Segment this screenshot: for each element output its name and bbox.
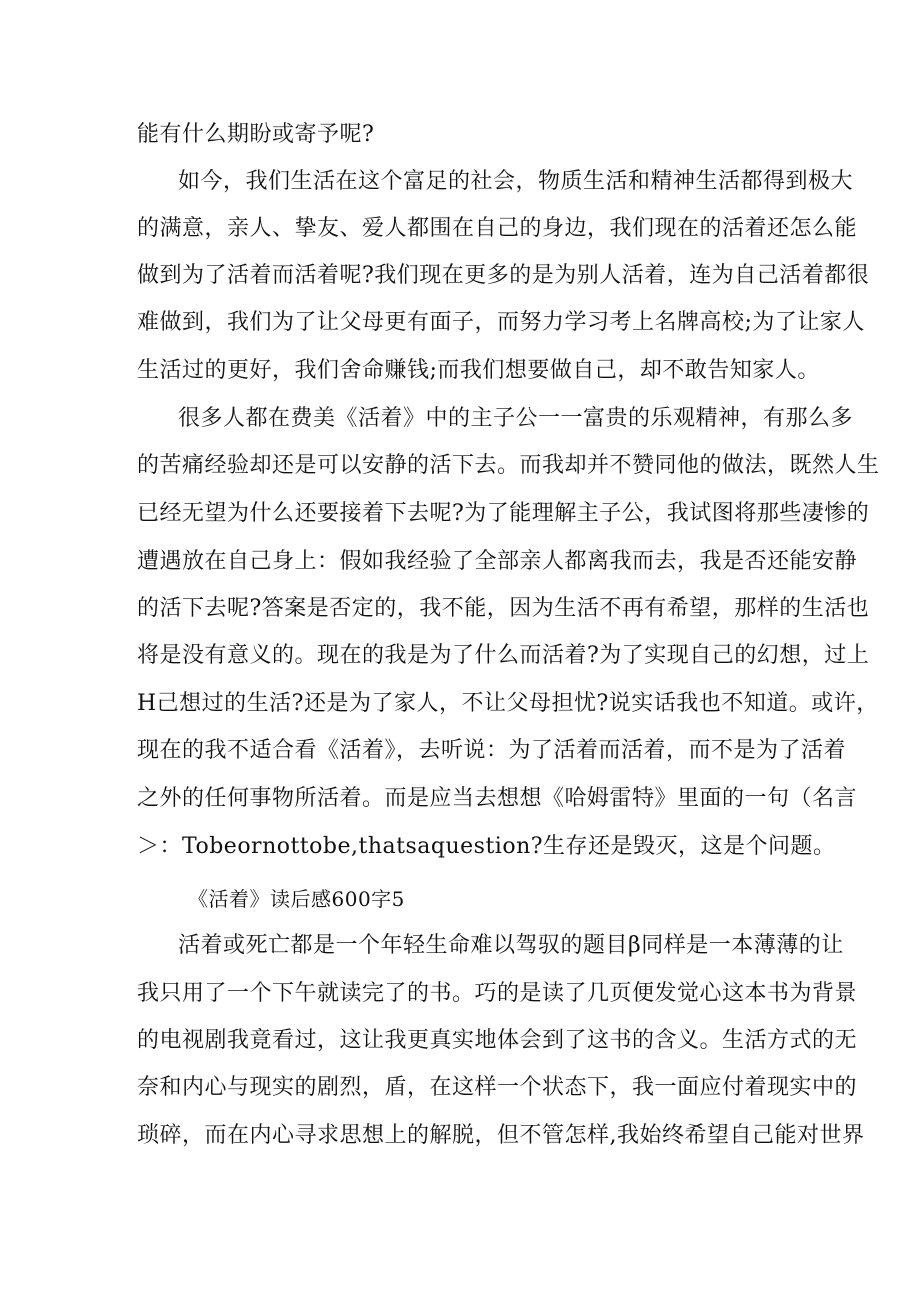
text-line-18: 活着或死亡都是一个年轻生命难以驾驭的题目β同样是一本薄薄的让 [178,933,844,958]
text-line-11: 的活下去呢?答案是否定的，我不能，因为生活不再有希望，那样的生活也 [137,596,870,621]
text-line-16: ＞：Tobeornottobe,thatsaquestion?生存还是毁灭，这是个问题。 [137,834,836,859]
text-line-19: 我只用了一个下午就读完了的书。巧的是读了几页便发觉心这本书为背景 [137,981,858,1006]
text-line-15: 之外的任何事物所活着。而是应当去想想《哈姆雷特》里面的一句（名言 [137,786,858,811]
text-line-2: 如今，我们生活在这个富足的社会，物质生活和精神生活都得到极大 [178,169,854,194]
text-line-14: 现在的我不适合看《活着》，去听说：为了活着而活着，而不是为了活着 [137,738,847,763]
text-line-9: 已经无望为什么还要接着下去呢?为了能理解主子公，我试图将那些凄惨的 [137,501,870,526]
text-line-3: 的满意，亲人、挚友、爱人都围在自己的身边，我们现在的活着还怎么能 [137,216,858,241]
text-line-7: 很多人都在费美《活着》中的主子公一一富贵的乐观精神，有那么多 [178,406,854,431]
text-line-22: 琐碎，而在内心寻求思想上的解脱，但不管怎样,我始终希望自己能对世界 [137,1123,865,1148]
text-line-5: 难做到，我们为了让父母更有面子，而努力学习考上名牌高校;为了让家人 [137,310,865,335]
text-line-4: 做到为了活着而活着呢?我们现在更多的是为别人活着，连为自己活着都很 [137,263,870,288]
text-line-6: 生活过的更好，我们舍命赚钱;而我们想要做自己，却不敢告知家人。 [137,358,820,383]
text-line-13: H己想过的生活?还是为了家人，不让父母担忧?说实话我也不知道。或许， [137,691,879,716]
text-line-10: 遭遇放在自己身上：假如我经验了全部亲人都离我而去，我是否还能安静 [137,549,858,574]
text-line-8: 的苦痛经验却还是可以安静的活下去。而我却并不赞同他的做法，既然人生 [137,453,880,478]
section-heading: 《活着》读后感600字5 [188,887,405,911]
text-line-1: 能有什么期盼或寄予呢? [137,122,375,147]
text-line-12: 将是没有意义的。现在的我是为了什么而活着?为了实现自己的幻想，过上 [137,643,870,668]
text-line-20: 的电视剧我竟看过，这让我更真实地体会到了这书的含义。生活方式的无 [137,1028,858,1053]
text-line-21: 奈和内心与现实的剧烈，盾，在这样一个状态下，我一面应付着现实中的 [137,1075,858,1100]
